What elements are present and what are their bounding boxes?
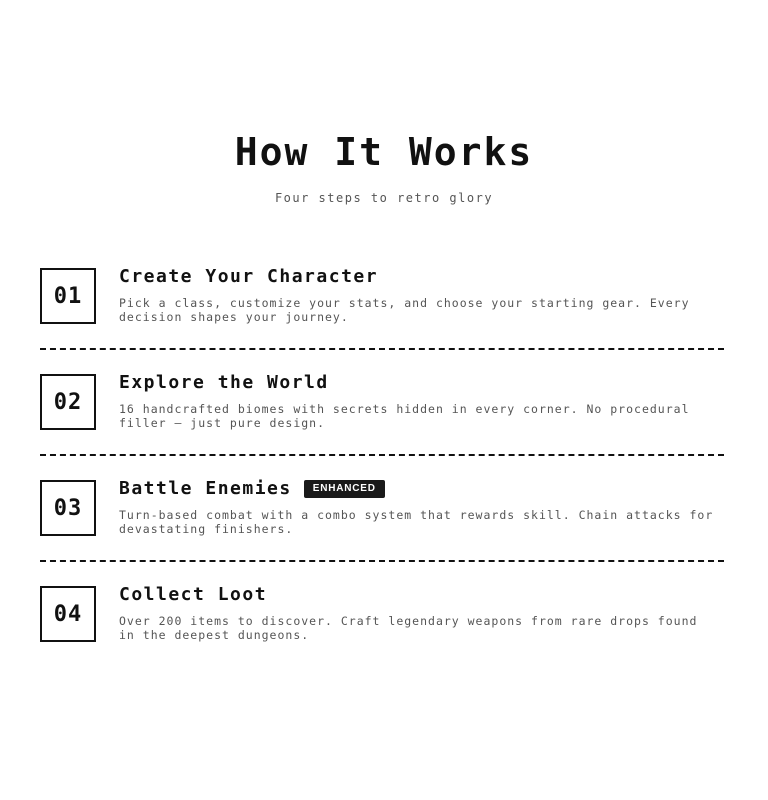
step-description: Pick a class, customize your stats, and choose your starting gear. Every decision shapes your journey.: [119, 296, 690, 324]
step-content: [119, 372, 724, 430]
section-header: [0, 128, 768, 206]
step-title-row: [119, 584, 724, 606]
section-subtitle: Four steps to retro glory: [274, 191, 494, 205]
step-content: [119, 478, 724, 536]
step-item: [40, 266, 724, 326]
step-number-box: 01: [40, 268, 96, 324]
step-title: Explore the World: [119, 372, 329, 393]
dashed-divider: [40, 454, 724, 456]
step-title: Collect Loot: [119, 584, 268, 605]
dashed-divider: [40, 560, 724, 562]
step-item: [40, 478, 724, 538]
step-number-box: 04: [40, 586, 96, 642]
step-title-row: [119, 478, 724, 500]
step-item: [40, 372, 724, 432]
step-description: 16 handcrafted biomes with secrets hidden in every corner. No procedural filler — just pure design.: [119, 402, 690, 430]
step-title-row: [119, 372, 724, 394]
step-number-box: 03: [40, 480, 96, 536]
step-item: [40, 584, 724, 644]
step-content: [119, 266, 724, 324]
step-description: Over 200 items to discover. Craft legendary weapons from rare drops found in the deepest dungeons.: [119, 614, 698, 642]
step-title: Battle Enemies: [119, 478, 292, 499]
step-content: [119, 584, 724, 642]
step-title: Create Your Character: [119, 266, 379, 287]
section-title: How It Works: [234, 130, 534, 174]
step-description: Turn-based combat with a combo system that rewards skill. Chain attacks for devastating finishers.: [119, 508, 714, 536]
step-number-box: 02: [40, 374, 96, 430]
steps-list: [40, 266, 724, 644]
dashed-divider: [40, 348, 724, 350]
enhanced-badge: ENHANCED: [304, 480, 385, 498]
step-title-row: [119, 266, 724, 288]
